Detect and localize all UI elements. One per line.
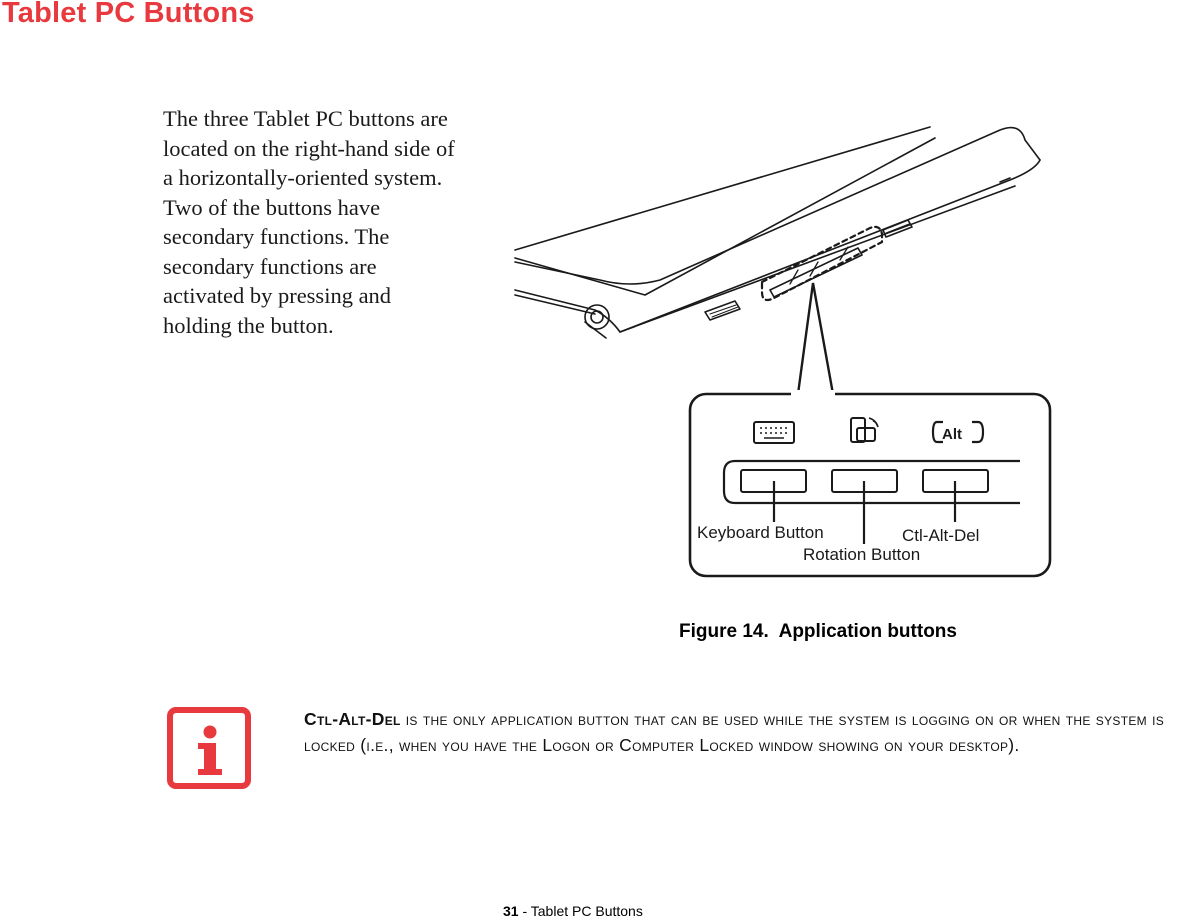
page-footer [503, 903, 643, 919]
footer-section: - Tablet PC Buttons [518, 903, 643, 919]
page-number: 31 [503, 903, 519, 919]
note-text: is the only application button that can be used while the system is logging on or when the system is locked (i.e., when you have the Logon or Computer Locked window showing on your desktop). [304, 709, 1165, 755]
intro-paragraph: The three Tablet PC buttons are located on the right-hand side of a horizontally-oriented system. Two of the buttons have secondary functions. The secondary functions are activated by pressing and holding the button. [163, 106, 455, 338]
ctl-alt-del-label: Ctl-Alt-Del [902, 526, 980, 545]
alt-key-glyph: Alt [942, 426, 962, 443]
callout-box [690, 390, 1050, 576]
figure-caption: Figure 14. Application buttons [679, 621, 957, 642]
info-icon [167, 707, 251, 789]
tablet-illustration [515, 127, 1040, 338]
figure-application-buttons [500, 110, 1060, 590]
page-title: Tablet PC Buttons [2, 0, 255, 29]
note-lead: Ctl-Alt-Del [304, 709, 401, 729]
keyboard-button-label: Keyboard Button [697, 523, 824, 542]
info-note [304, 706, 1180, 758]
rotation-button-label: Rotation Button [803, 545, 921, 564]
callout-pointer [798, 283, 833, 394]
